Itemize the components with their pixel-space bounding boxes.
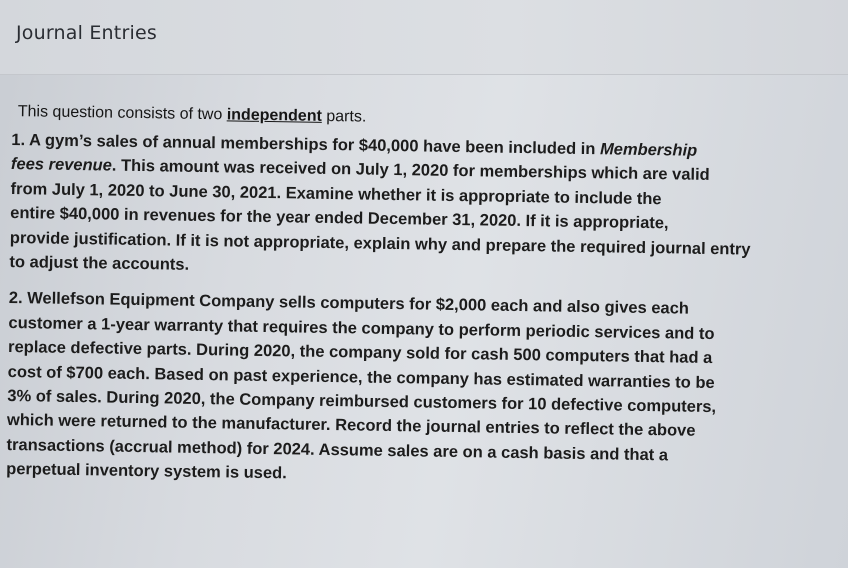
part-1-line: provide justification. If it is not appropriate, explain why and prepare the required journal entry <box>9 228 751 259</box>
part-1-line-2-text: . This amount was received on July 1, 2020 for memberships which are valid <box>111 156 710 185</box>
part-2-paragraph <box>6 286 809 494</box>
account-name-italic: Membership <box>599 140 698 160</box>
part-1-line: from July 1, 2020 to June 30, 2021. Examine whether it is appropriate to include the <box>10 179 662 209</box>
account-name-italic: fees revenue <box>10 155 113 175</box>
question-body <box>6 100 812 494</box>
page-title: Journal Entries <box>16 22 157 44</box>
intro-text-start: This question consists of two <box>17 103 227 124</box>
intro-emphasis: independent <box>226 106 323 125</box>
part-2-line: 2. Wellefson Equipment Company sells computers for $2,000 each and also gives each <box>8 289 690 319</box>
intro-text-end: parts. <box>321 107 367 126</box>
part-2-line: cost of $700 each. Based on past experience, the company has estimated warranties to be <box>7 362 715 392</box>
part-1-line: to adjust the accounts. <box>9 253 190 274</box>
part-2-line: 3% of sales. During 2020, the Company reimbursed customers for 10 defective computers, <box>7 387 717 417</box>
part-2-line: transactions (accrual method) for 2024. Assume sales are on a cash basis and that a <box>6 435 669 465</box>
part-1-line-1-text: 1. A gym’s sales of annual memberships for $40,000 have been included in <box>11 130 601 159</box>
part-2-line: which were returned to the manufacturer. Record the journal entries to reflect the above <box>6 411 696 441</box>
header-divider <box>0 74 848 75</box>
part-1-paragraph <box>9 128 811 287</box>
part-2-line: perpetual inventory system is used. <box>6 460 287 483</box>
part-2-line: replace defective parts. During 2020, the company sold for cash 500 computers that had a <box>7 338 713 368</box>
part-1-line: entire $40,000 in revenues for the year ended December 31, 2020. If it is appropriate, <box>10 204 669 233</box>
header-band <box>0 0 848 74</box>
part-2-line: customer a 1-year warranty that requires the company to perform periodic services and to <box>8 313 715 343</box>
